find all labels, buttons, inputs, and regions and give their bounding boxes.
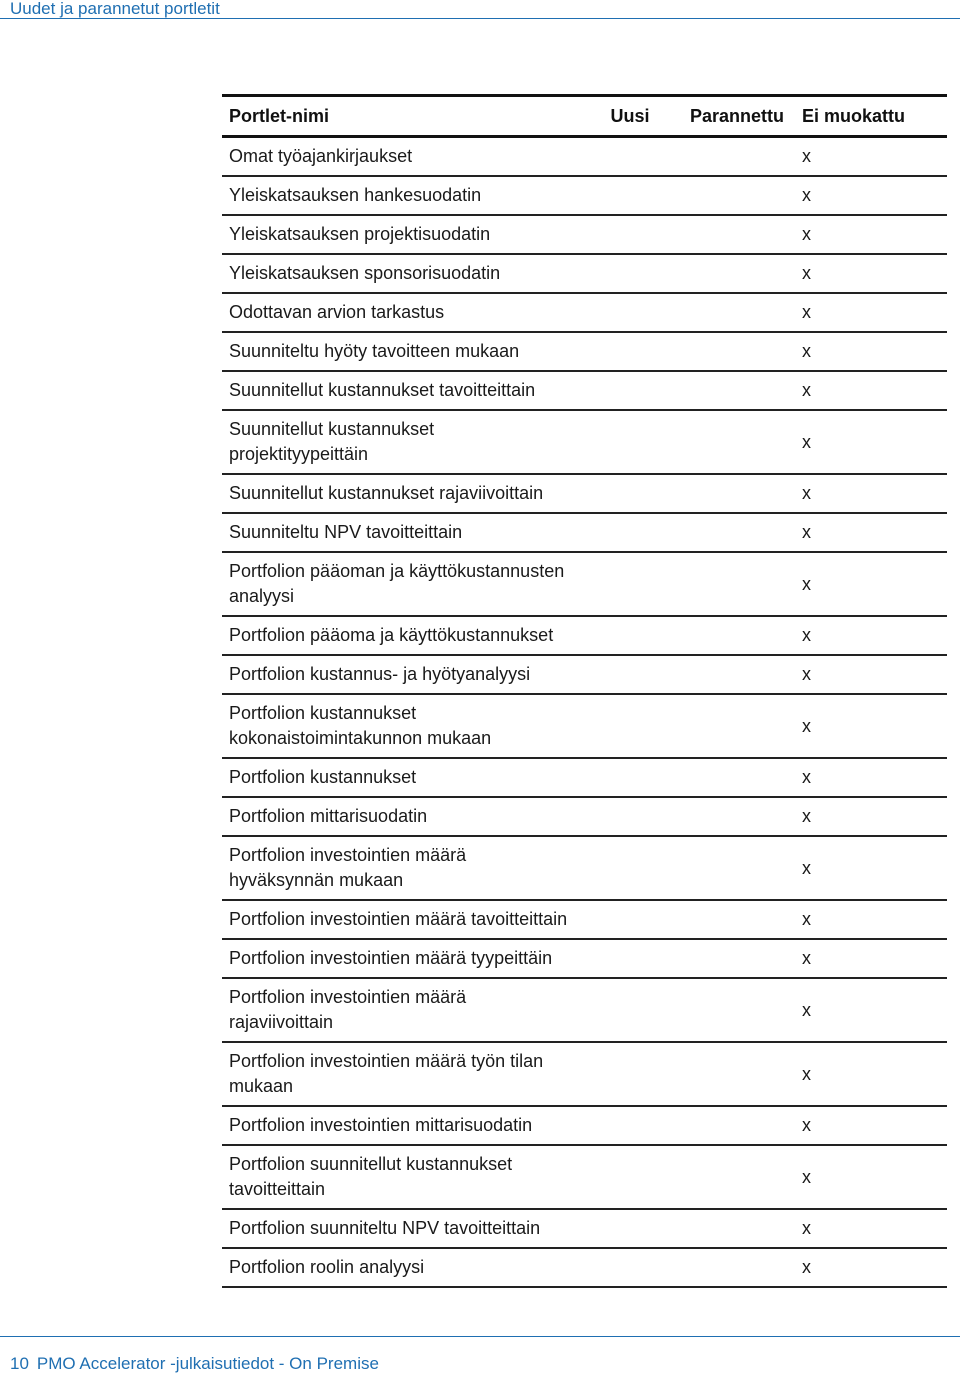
table-row [222,1209,947,1248]
unchanged-mark-cell: x [802,1257,811,1277]
table-row [222,900,947,939]
unchanged-mark-cell: x [802,1115,811,1135]
improved-mark-cell [676,137,798,177]
portlet-name-cell: Portfolion pääoman ja käyttökustannusten analyysi [229,561,565,606]
new-mark-cell [580,797,676,836]
footer-text [10,1354,379,1374]
unchanged-mark-cell: x [802,483,811,503]
new-mark-cell [580,371,676,410]
improved-mark-cell [676,1106,798,1145]
table-row [222,410,947,474]
improved-mark-cell [676,694,798,758]
unchanged-mark-cell: x [802,857,811,878]
improved-mark-cell [676,900,798,939]
improved-mark-cell [676,758,798,797]
portlet-name-cell: Suunniteltu NPV tavoitteittain [229,522,463,542]
unchanged-mark-cell: x [802,1063,811,1084]
portlet-name-cell: Portfolion kustannukset [229,767,417,787]
portlet-name-cell: Odottavan arvion tarkastus [229,302,445,322]
portlet-name-cell: Suunniteltu hyöty tavoitteen mukaan [229,341,520,361]
new-mark-cell [580,215,676,254]
new-mark-cell [580,616,676,655]
unchanged-mark-cell: x [802,1166,811,1187]
new-mark-cell [580,1209,676,1248]
table-row [222,1145,947,1209]
improved-mark-cell [676,513,798,552]
improved-mark-cell [676,978,798,1042]
new-mark-cell [580,176,676,215]
new-mark-cell [580,1106,676,1145]
table-row [222,797,947,836]
unchanged-mark-cell: x [802,948,811,968]
improved-mark-cell [676,215,798,254]
improved-mark-cell [676,939,798,978]
table-row [222,655,947,694]
table-row [222,371,947,410]
new-mark-cell [580,978,676,1042]
table-row [222,616,947,655]
table-row [222,978,947,1042]
new-mark-cell [580,694,676,758]
portlet-name-cell: Portfolion kustannus- ja hyötyanalyysi [229,664,531,684]
table-row [222,758,947,797]
table-row [222,939,947,978]
unchanged-mark-cell: x [802,806,811,826]
improved-mark-cell [676,616,798,655]
portlet-name-cell: Portfolion investointien määrä rajaviivoittain [229,987,467,1032]
footer-doc-title: PMO Accelerator -julkaisutiedot - On Premise [36,1354,379,1373]
improved-mark-cell [676,474,798,513]
improved-mark-cell [676,1042,798,1106]
unchanged-mark-cell: x [802,146,811,166]
new-mark-cell [580,293,676,332]
new-mark-cell [580,1042,676,1106]
column-header-new: Uusi [610,105,650,126]
unchanged-mark-cell: x [802,999,811,1020]
new-mark-cell [580,900,676,939]
portlet-table-container [222,94,947,1288]
improved-mark-cell [676,1248,798,1287]
unchanged-mark-cell: x [802,263,811,283]
improved-mark-cell [676,552,798,616]
portlet-name-cell: Portfolion investointien mittarisuodatin [229,1115,533,1135]
running-header-title: Uudet ja parannetut portletit [10,0,220,18]
improved-mark-cell [676,176,798,215]
unchanged-mark-cell: x [802,302,811,322]
improved-mark-cell [676,332,798,371]
unchanged-mark-cell: x [802,224,811,244]
header-divider [0,18,960,19]
portlet-name-cell: Portfolion suunniteltu NPV tavoitteittain [229,1218,541,1238]
new-mark-cell [580,552,676,616]
column-header-name: Portlet-nimi [229,105,330,126]
portlet-name-cell: Portfolion pääoma ja käyttökustannukset [229,625,554,645]
unchanged-mark-cell: x [802,185,811,205]
improved-mark-cell [676,371,798,410]
table-row [222,332,947,371]
portlet-name-cell: Suunnitellut kustannukset rajaviivoittain [229,483,544,503]
table-header-row [222,96,947,137]
unchanged-mark-cell: x [802,1218,811,1238]
new-mark-cell [580,939,676,978]
table-row [222,1106,947,1145]
improved-mark-cell [676,1209,798,1248]
unchanged-mark-cell: x [802,909,811,929]
table-row [222,293,947,332]
new-mark-cell [580,474,676,513]
unchanged-mark-cell: x [802,341,811,361]
new-mark-cell [580,836,676,900]
portlet-name-cell: Portfolion kustannukset kokonaistoimintakunnon mukaan [229,703,492,748]
table-row [222,1042,947,1106]
portlet-name-cell: Suunnitellut kustannukset tavoitteittain [229,380,536,400]
improved-mark-cell [676,254,798,293]
portlet-name-cell: Yleiskatsauksen hankesuodatin [229,185,482,205]
portlet-name-cell: Portfolion roolin analyysi [229,1257,425,1277]
portlet-name-cell: Portfolion investointien määrä tyypeittäin [229,948,553,968]
table-row [222,836,947,900]
table-row [222,474,947,513]
table-body [222,137,947,1288]
new-mark-cell [580,1145,676,1209]
table-row [222,694,947,758]
unchanged-mark-cell: x [802,625,811,645]
portlet-name-cell: Portfolion investointien määrä hyväksynnän mukaan [229,845,467,890]
portlet-name-cell: Omat työajankirjaukset [229,146,413,166]
improved-mark-cell [676,655,798,694]
table-row [222,176,947,215]
table-row [222,552,947,616]
unchanged-mark-cell: x [802,767,811,787]
column-header-unchanged: Ei muokattu [802,105,906,126]
table-row [222,513,947,552]
portlet-table [222,94,947,1288]
page-number: 10 [10,1354,29,1373]
new-mark-cell [580,655,676,694]
portlet-name-cell: Portfolion investointien määrä työn tilan mukaan [229,1051,544,1096]
improved-mark-cell [676,836,798,900]
portlet-name-cell: Yleiskatsauksen sponsorisuodatin [229,263,501,283]
new-mark-cell [580,332,676,371]
table-row [222,254,947,293]
new-mark-cell [580,513,676,552]
portlet-name-cell: Portfolion investointien määrä tavoitteittain [229,909,568,929]
unchanged-mark-cell: x [802,664,811,684]
footer-divider [0,1336,960,1337]
portlet-name-cell: Portfolion suunnitellut kustannukset tavoitteittain [229,1154,513,1199]
portlet-name-cell: Suunnitellut kustannukset projektityypeittäin [229,419,435,464]
new-mark-cell [580,254,676,293]
new-mark-cell [580,137,676,177]
improved-mark-cell [676,797,798,836]
improved-mark-cell [676,293,798,332]
table-row [222,215,947,254]
portlet-name-cell: Yleiskatsauksen projektisuodatin [229,224,491,244]
unchanged-mark-cell: x [802,715,811,736]
improved-mark-cell [676,1145,798,1209]
table-row [222,137,947,177]
portlet-name-cell: Portfolion mittarisuodatin [229,806,428,826]
unchanged-mark-cell: x [802,573,811,594]
new-mark-cell [580,758,676,797]
unchanged-mark-cell: x [802,431,811,452]
column-header-improved: Parannettu [689,105,785,126]
new-mark-cell [580,410,676,474]
unchanged-mark-cell: x [802,522,811,542]
unchanged-mark-cell: x [802,380,811,400]
improved-mark-cell [676,410,798,474]
new-mark-cell [580,1248,676,1287]
table-row [222,1248,947,1287]
